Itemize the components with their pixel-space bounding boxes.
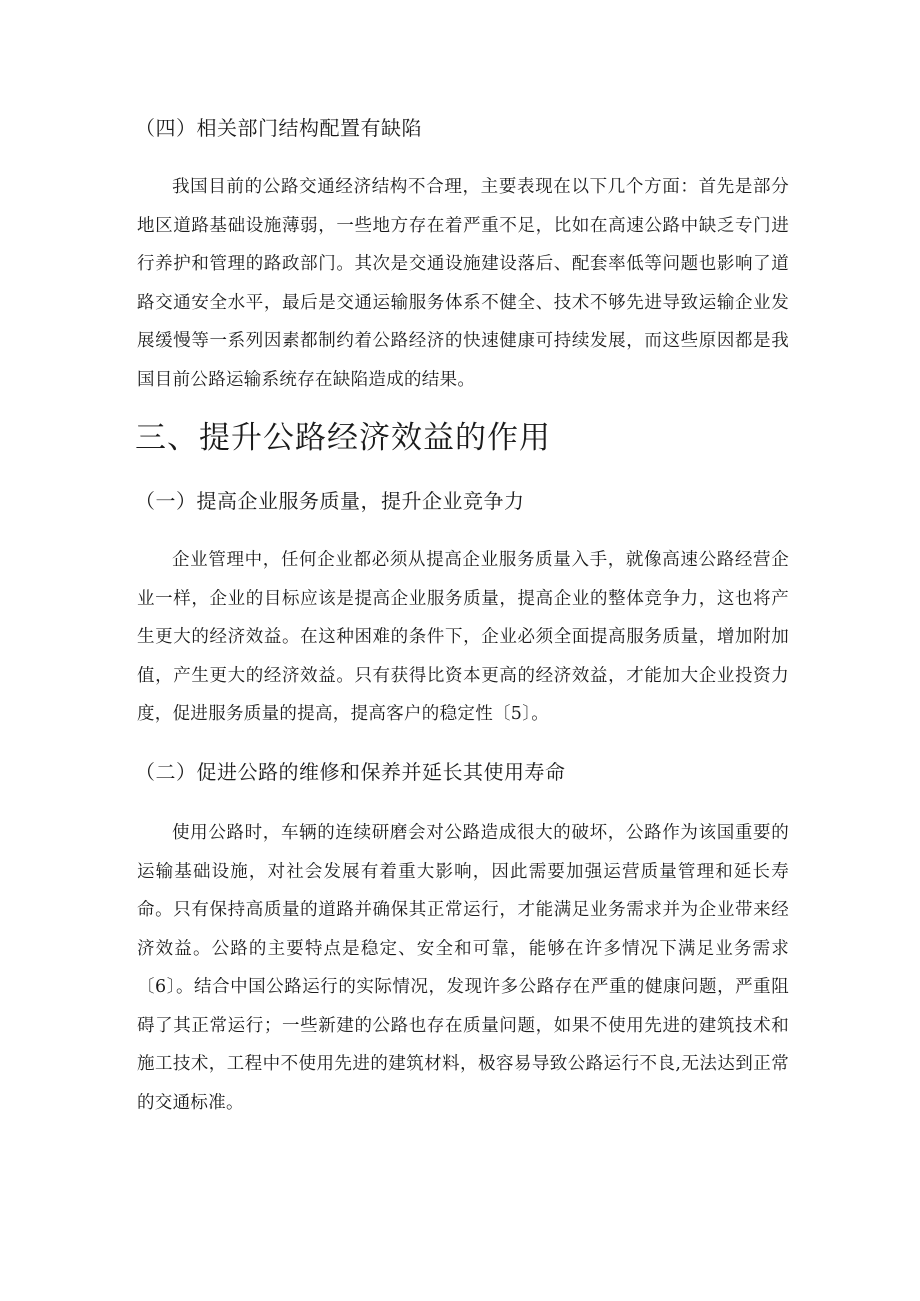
subsection-two-heading: （二）促进公路的维修和保养并延长其使用寿命 <box>135 760 566 784</box>
subsection-one-paragraph: 企业管理中，任何企业都必须从提高企业服务质量入手，就像高速公路经营企业一样，企业的目标应该是提高企业服务质量，提高企业的整体竞争力，这也将产生更大的经济效益。在这种困难的条件下，企业必须全面提高服务质量，增加附加值，产生更大的经济效益。只有获得比资本更高的经济效益，才能加大企业投资力度，促进服务质量的提高，提高客户的稳定性〔5〕。 <box>137 550 789 724</box>
chapter-three-heading: 三、提升公路经济效益的作用 <box>135 420 551 456</box>
section-four-paragraph: 我国目前的公路交通经济结构不合理，主要表现在以下几个方面：首先是部分地区道路基础设施薄弱，一些地方存在着严重不足，比如在高速公路中缺乏专门进行养护和管理的路政部门。其次是交通设施建设落后、配套率低等问题也影响了道路交通安全水平，最后是交通运输服务体系不健全、技术不够先进导致运输企业发展缓慢等一系列因素都制约着公路经济的快速健康可持续发展，而这些原因都是我国目前公路运输系统存在缺陷造成的结果。 <box>137 177 789 390</box>
subsection-two-paragraph: 使用公路时，车辆的连续研磨会对公路造成很大的破坏，公路作为该国重要的运输基础设施，对社会发展有着重大影响，因此需要加强运营质量管理和延长寿命。只有保持高质量的道路并确保其正常运行，才能满足业务需求并为企业带来经济效益。公路的主要特点是稳定、安全和可靠，能够在许多情况下满足业务需求〔6〕。结合中国公路运行的实际情况，发现许多公路存在严重的健康问题，严重阻碍了其正常运行；一些新建的公路也存在质量问题，如果不使用先进的建筑技术和施工技术，工程中不使用先进的建筑材料，极容易导致公路运行不良,无法达到正常的交通标准。 <box>137 823 789 1113</box>
section-four-heading: （四）相关部门结构配置有缺陷 <box>135 116 422 140</box>
subsection-one-heading: （一）提高企业服务质量，提升企业竞争力 <box>135 489 525 513</box>
